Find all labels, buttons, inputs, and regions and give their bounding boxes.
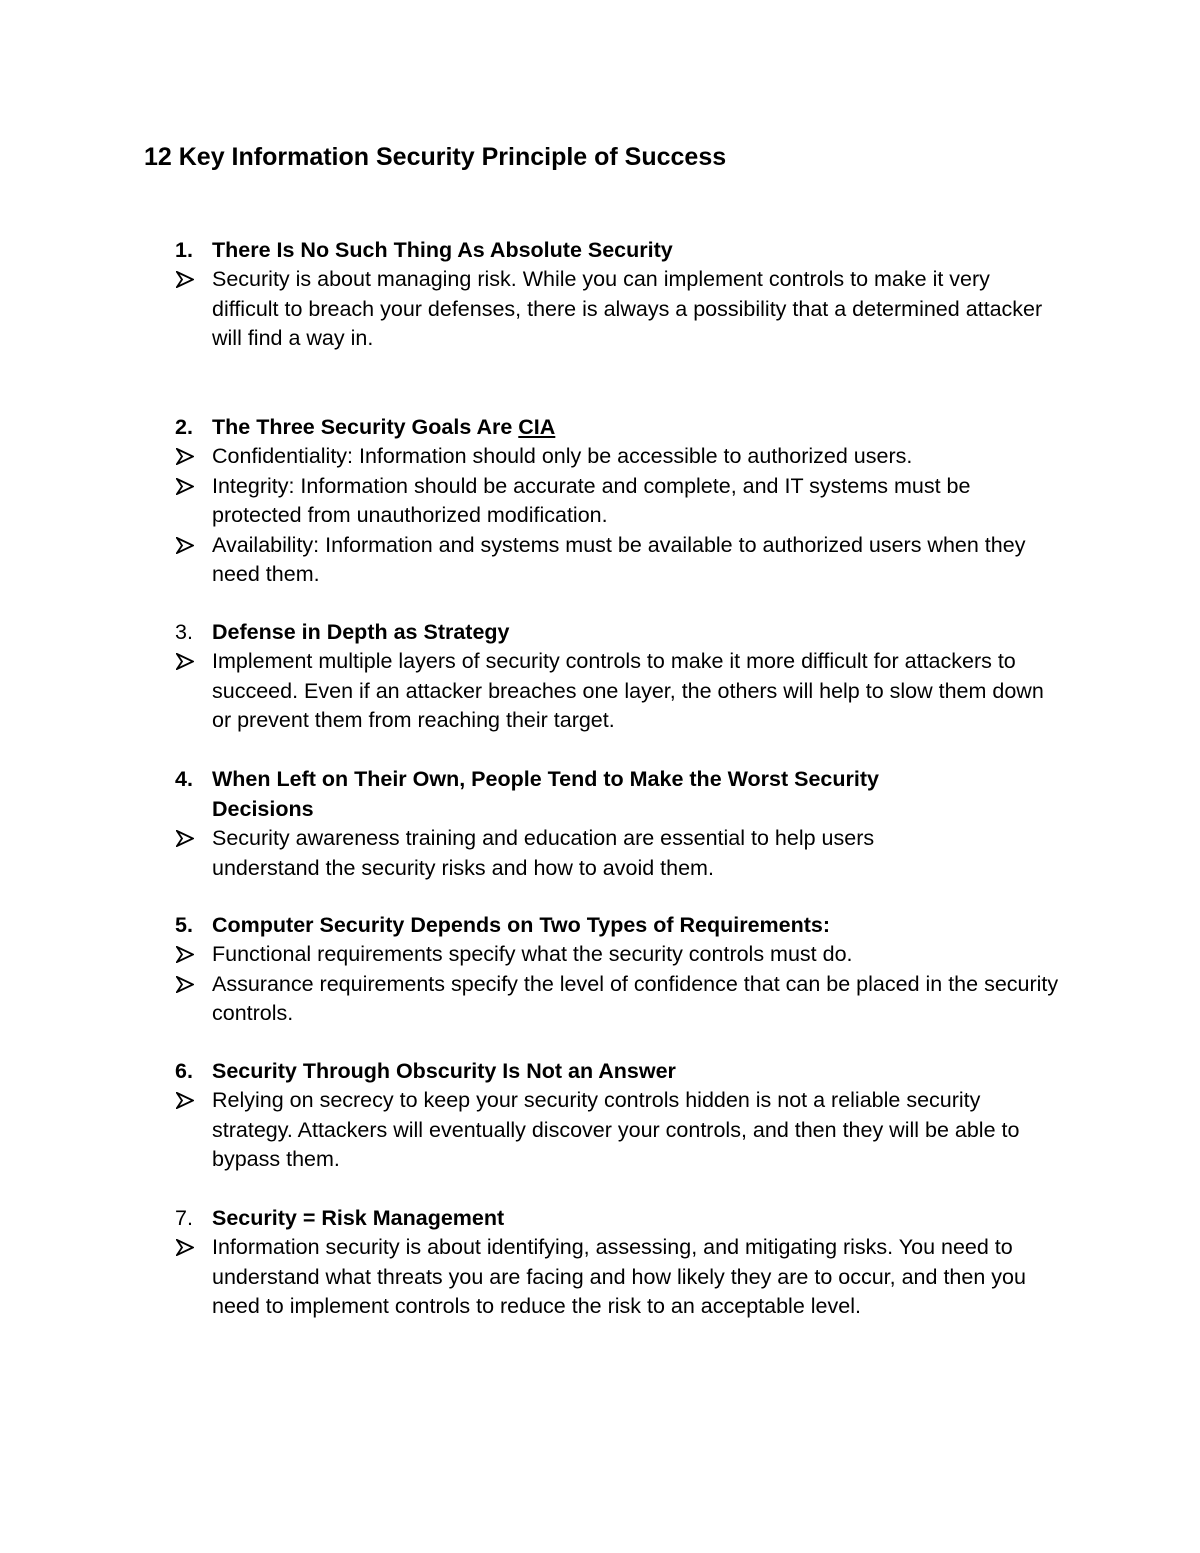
bullet-text: Functional requirements specify what the security controls must do. — [212, 942, 853, 966]
bullet-text: Implement multiple layers of security controls to make it more difficult for attackers to succeed. Even if an attacker breaches one layer, the others will help to slow them down or prevent them from reaching their target. — [212, 649, 1044, 732]
principle-heading: Security = Risk Management — [212, 1206, 505, 1230]
arrowhead-bullet-icon — [176, 531, 200, 561]
bullet-item — [0, 531, 1200, 590]
principle-section-6 — [0, 1056, 1200, 1175]
principle-section-7 — [0, 1203, 1200, 1322]
bullet-text: Assurance requirements specify the level of confidence that can be placed in the security controls. — [212, 971, 1059, 1025]
principle-number: 4. — [175, 767, 193, 791]
principle-heading: Computer Security Depends on Two Types of Requirements: — [212, 913, 831, 937]
principle-heading-row — [0, 1056, 1200, 1086]
principle-section-5 — [0, 910, 1200, 1029]
principle-heading-row — [0, 1203, 1200, 1233]
arrowhead-bullet-icon — [176, 970, 200, 1000]
cia-underlined-term: CIA — [518, 415, 556, 439]
bullet-text: Integrity: Information should be accurate and complete, and IT systems must be protected from unauthorized modification. — [212, 473, 971, 527]
principle-number: 5. — [175, 913, 193, 937]
bullet-text: Availability: Information and systems must be available to authorized users when they need them. — [212, 532, 1026, 586]
principle-number: 2. — [175, 415, 193, 439]
bullet-item — [0, 1086, 1200, 1175]
arrowhead-bullet-icon — [176, 1086, 200, 1116]
bullet-item — [0, 442, 1200, 472]
principle-number: 3. — [175, 620, 193, 644]
arrowhead-bullet-icon — [176, 265, 200, 295]
principle-heading: There Is No Such Thing As Absolute Security — [212, 238, 673, 262]
arrowhead-bullet-icon — [176, 472, 200, 502]
bullet-text: Relying on secrecy to keep your security controls hidden is not a reliable security strategy. Attackers will eventually discover your controls, and then they will be able to bypass them. — [212, 1088, 1020, 1171]
principle-heading — [212, 412, 1072, 442]
principle-section-3 — [0, 617, 1200, 736]
principle-heading-row — [0, 412, 1200, 442]
principle-section-4 — [0, 764, 1200, 883]
bullet-text: Confidentiality: Information should only be accessible to authorized users. — [212, 444, 913, 468]
arrowhead-bullet-icon — [176, 1233, 200, 1263]
principle-section-1 — [0, 235, 1200, 354]
arrowhead-bullet-icon — [176, 824, 200, 854]
principle-heading: Defense in Depth as Strategy — [212, 620, 510, 644]
principle-heading-row — [0, 235, 1200, 265]
principle-heading-row — [0, 764, 1200, 824]
bullet-text: Security is about managing risk. While you can implement controls to make it very difficult to breach your defenses, there is always a possibility that a determined attacker will find a way in. — [212, 267, 1043, 350]
arrowhead-bullet-icon — [176, 940, 200, 970]
principle-heading-prefix: The Three Security Goals Are — [212, 415, 519, 439]
bullet-item — [0, 647, 1200, 736]
principle-number: 1. — [175, 238, 193, 262]
arrowhead-bullet-icon — [176, 442, 200, 472]
bullet-item — [0, 970, 1200, 1029]
principle-heading: Security Through Obscurity Is Not an Answer — [212, 1059, 676, 1083]
bullet-item — [0, 824, 1200, 883]
bullet-item — [0, 472, 1200, 531]
principle-heading: When Left on Their Own, People Tend to Make the Worst Security Decisions — [212, 767, 879, 821]
bullet-text: Security awareness training and education are essential to help users understand the security risks and how to avoid them. — [212, 826, 875, 880]
document-title: 12 Key Information Security Principle of Success — [144, 143, 727, 171]
principle-heading-row — [0, 617, 1200, 647]
principle-section-2 — [0, 412, 1200, 590]
principle-number: 6. — [175, 1059, 193, 1083]
bullet-text: Information security is about identifying, assessing, and mitigating risks. You need to understand what threats you are facing and how likely they are to occur, and then you need to implement controls to reduce the risk to an acceptable level. — [212, 1235, 1026, 1318]
bullet-item — [0, 265, 1200, 354]
principle-heading-row — [0, 910, 1200, 940]
principle-number: 7. — [175, 1206, 193, 1230]
bullet-item — [0, 1233, 1200, 1322]
arrowhead-bullet-icon — [176, 647, 200, 677]
bullet-item — [0, 940, 1200, 970]
